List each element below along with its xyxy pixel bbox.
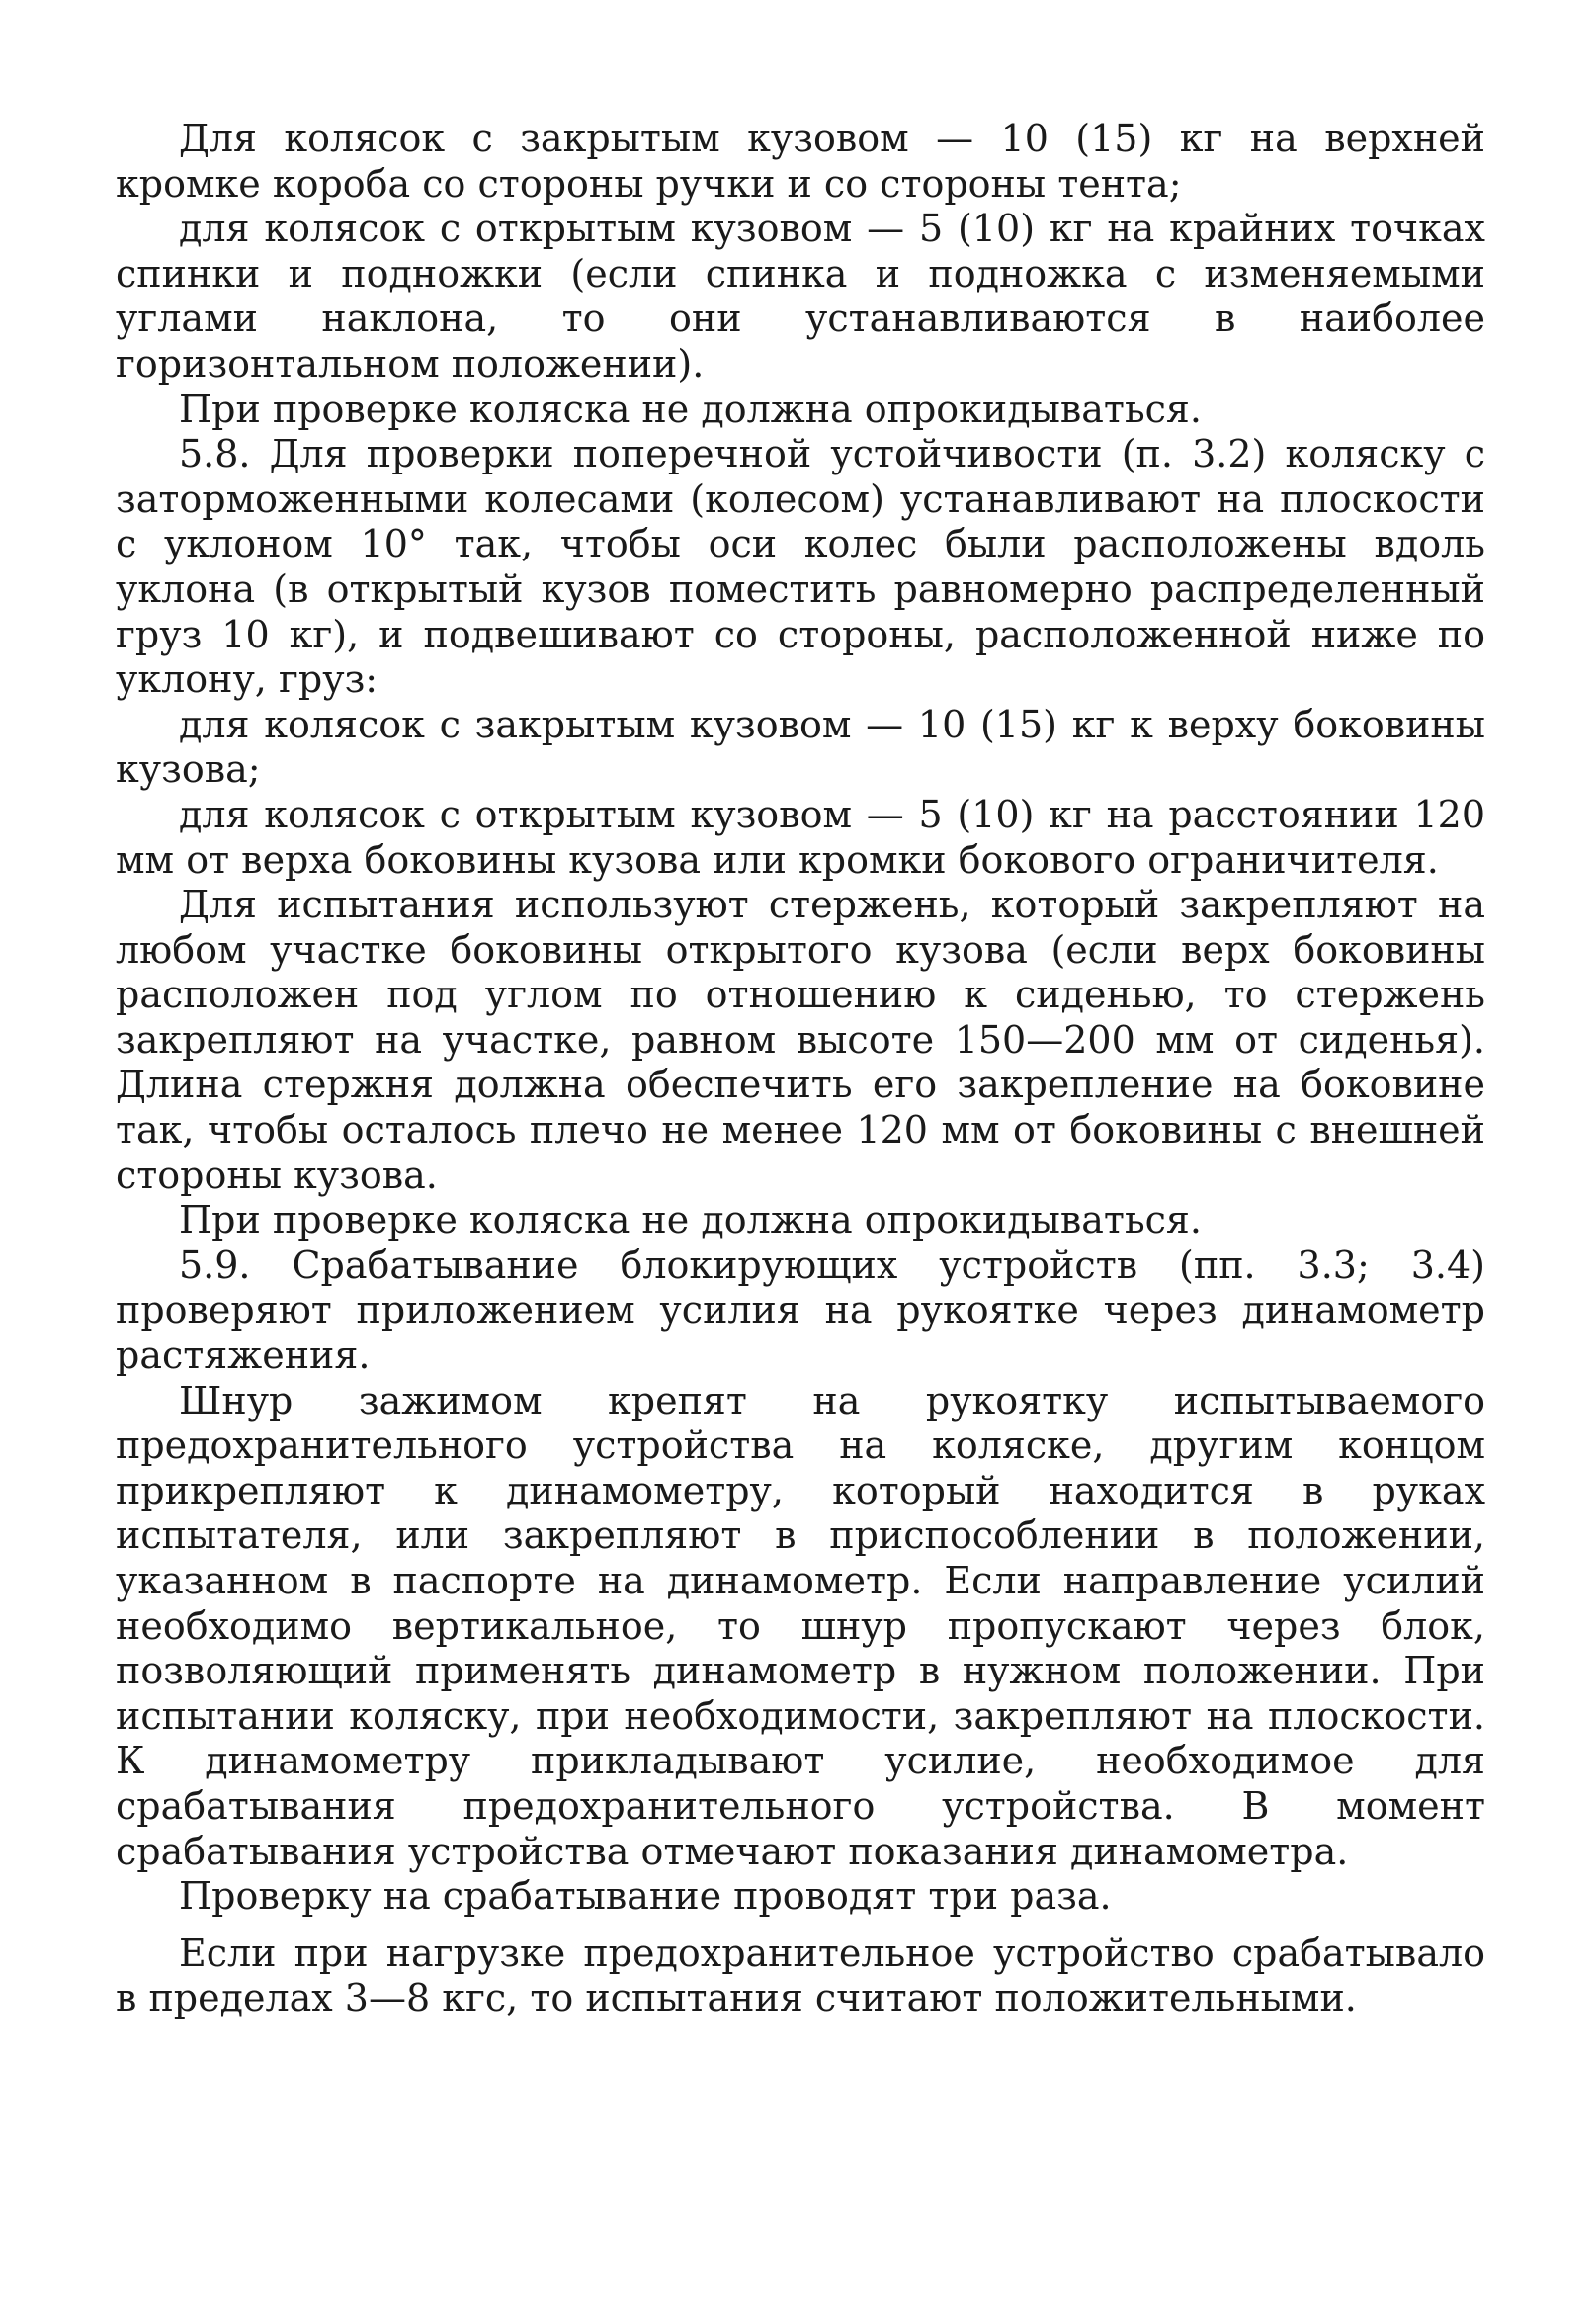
paragraph-three-times: Проверку на срабатывание проводят три раза. (179, 1874, 1112, 1919)
paragraph-open-body-load: для колясок с открытым кузовом — 5 (10) кг на крайних точках спинки и подножки (если спинка и подножка с изменяемыми углами наклона, то они устанавливаются в наиболее горизонтальном положении). (116, 207, 1485, 386)
document-text (116, 117, 1485, 2021)
paragraph-no-tipping-2: При проверке коляска не должна опрокидываться. (179, 1198, 1202, 1243)
paragraph-open-body-side-load: для колясок с открытым кузовом — 5 (10) кг на расстоянии 120 мм от верха боковины кузова или кромки бокового ограничителя. (116, 792, 1485, 882)
paragraph-no-tipping-1: При проверке коляска не должна опрокидываться. (179, 387, 1202, 431)
paragraph-result-criterion: Если при нагрузке предохранительное устройство срабатывало в пределах 3—8 кгс, то испытания считают положительными. (116, 1931, 1485, 2021)
paragraph-5-9: 5.9. Срабатывание блокирующих устройств (пп. 3.3; 3.4) проверяют приложением усилия на рукоятке через динамометр растяжения. (116, 1243, 1485, 1378)
paragraph-rod-test: Для испытания используют стержень, который закрепляют на любом участке боковины открытого кузова (если верх боковины расположен под углом по отношению к сиденью, то стержень закрепляют на участке, равном высоте 150—200 мм от сиденья). Длина стержня должна обеспечить его закрепление на боковине так, чтобы осталось плечо не менее 120 мм от боковины с внешней стороны кузова. (116, 883, 1485, 1197)
paragraph-cord-procedure: Шнур зажимом крепят на рукоятку испытываемого предохранительного устройства на коляске, другим концом прикрепляют к динамометру, который находится в руках испытателя, или закрепляют в приспособлении в положении, указанном в паспорте на динамометр. Если направление усилий необходимо вертикальное, то шнур пропускают через блок, позволяющий применять динамометр в нужном положении. При испытании коляску, при необходимости, закрепляют на плоскости. К динамометру прикладывают усилие, необходимое для срабатывания предохранительного устройства. В момент срабатывания устройства отмечают показания динамометра. (116, 1378, 1485, 1873)
paragraph-5-8: 5.8. Для проверки поперечной устойчивости (п. 3.2) коляску с заторможенными колесами (колесом) устанавливают на плоскости с уклоном 10° так, чтобы оси колес были расположены вдоль уклона (в открытый кузов поместить равномерно распределенный груз 10 кг), и подвешивают со стороны, расположенной ниже по уклону, груз: (116, 432, 1485, 702)
paragraph-closed-body-load: Для колясок с закрытым кузовом — 10 (15) кг на верхней кромке короба со стороны ручки и со стороны тента; (116, 117, 1485, 206)
paragraph-closed-body-side-load: для колясок с закрытым кузовом — 10 (15) кг к верху боковины кузова; (116, 702, 1485, 792)
